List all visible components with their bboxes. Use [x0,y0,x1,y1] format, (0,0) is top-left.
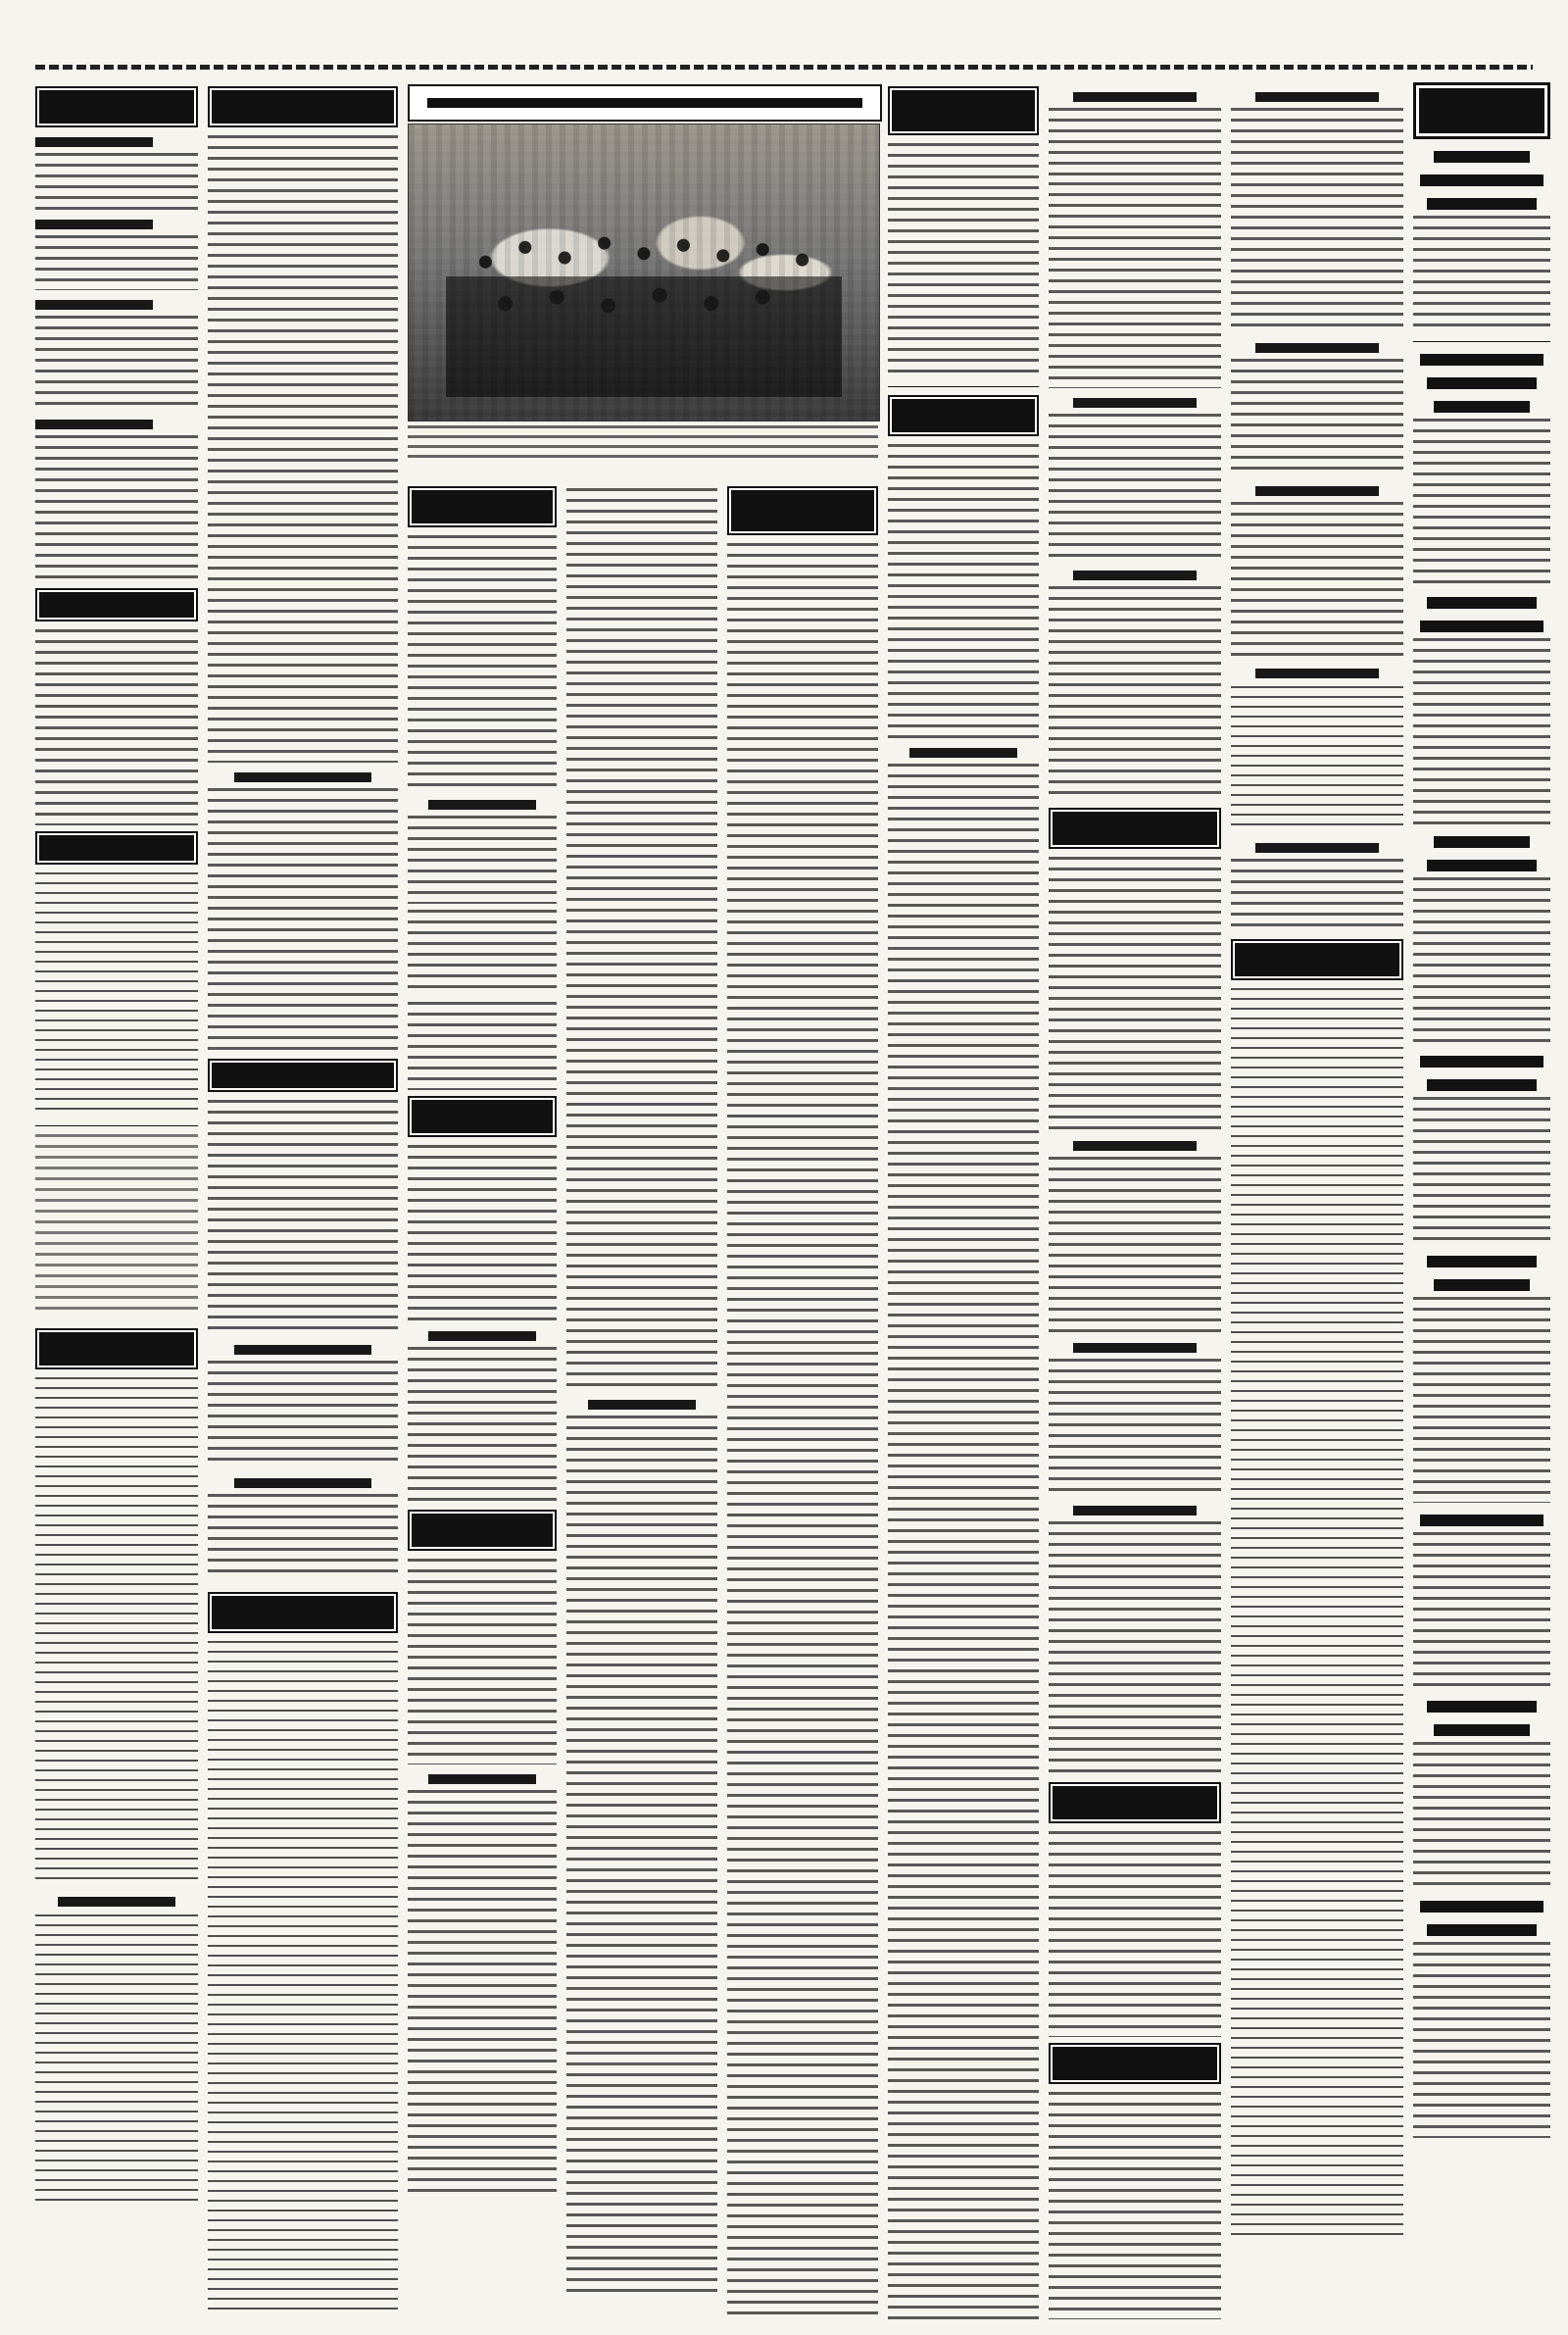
text-block [35,153,198,210]
section-banner [1231,939,1403,980]
subheading [909,748,1018,758]
divider [35,1125,198,1126]
text-block [1049,586,1221,802]
text-block [1413,1297,1550,1503]
subheading [35,137,153,147]
text-block [1049,1359,1221,1496]
headline [1427,377,1537,389]
section-banner [35,588,198,621]
section-banner [35,86,198,127]
photo-space [408,82,557,482]
phone-list [35,872,198,1118]
top-rule [35,65,1533,70]
text-block [566,1416,717,2298]
section-banner [888,86,1039,135]
subheading [35,300,153,310]
subheading [1255,843,1380,853]
section-banner [208,1592,398,1633]
headline [1420,621,1544,632]
text-block [1049,1157,1221,1333]
text-block [1413,1097,1550,1244]
text-block [35,1134,198,1311]
column-5 [727,82,878,2319]
headline [1427,1079,1537,1091]
subheading [1073,571,1198,580]
subheading [234,1345,371,1355]
text-block [35,435,198,582]
text-block [408,1790,557,2192]
text-block [1413,1942,1550,2138]
text-block [1413,419,1550,585]
text-block [208,788,398,1053]
headline [1427,1701,1537,1713]
section-banner [208,86,398,127]
text-block [408,535,557,790]
subheading [58,1897,175,1907]
section-banner [408,1096,557,1137]
subheading [35,420,153,429]
subheading [234,1478,371,1488]
headline [1420,354,1544,366]
photo-space [566,82,717,482]
section-banner [1049,2043,1221,2084]
subheading [428,800,535,810]
subheading [1255,669,1380,678]
text-block [408,816,557,904]
text-block [1049,857,1221,1131]
headline [1420,1056,1544,1068]
subheading [588,1400,697,1410]
text-block [35,235,198,290]
text-block [1049,2092,1221,2319]
section-banner [208,1059,398,1092]
headline [1427,597,1537,609]
headline [1434,1724,1530,1736]
listing-block [35,1914,198,2209]
text-block [1231,359,1403,476]
subheading [1073,92,1198,102]
section-banner [35,831,198,865]
text-block [35,316,198,410]
text-block [1413,1742,1550,1889]
text-block [208,135,398,763]
text-block [1049,1521,1221,1776]
text-block [208,1494,398,1576]
text-block [408,1002,557,1090]
text-block [1413,216,1550,333]
headline [1420,1901,1544,1913]
column-4 [566,82,717,2319]
text-block [1231,502,1403,659]
subheading [1073,1506,1198,1515]
text-block [1413,877,1550,1044]
subheading [234,772,371,782]
column-3 [408,82,557,2319]
section-banner [1049,808,1221,849]
subheading [1073,1343,1198,1353]
subheading [35,220,153,229]
text-block [408,1145,557,1321]
headline [1434,836,1530,848]
listing-block [1231,988,1403,2243]
text-block [1049,1831,1221,2037]
column-7 [1049,82,1221,2319]
text-block [1049,108,1221,176]
headline [1427,198,1537,210]
subheading [1255,92,1380,102]
text-block [208,1100,398,1335]
headline [1427,860,1537,871]
text-block [727,543,878,2319]
section-banner [1049,1782,1221,1823]
column-6 [888,82,1039,2319]
subheading [1073,398,1198,408]
text-block [566,488,717,1390]
text-block [1413,1532,1550,1689]
headline [1434,1279,1530,1291]
text-block [1231,108,1403,333]
text-block [888,764,1039,2319]
text-block [888,444,1039,738]
column-8 [1231,82,1403,2319]
text-block [888,143,1039,378]
text-block [35,629,198,825]
column-9 [1413,82,1550,2319]
headline [1434,151,1530,163]
section-banner [1413,82,1550,139]
headline [1427,1924,1537,1936]
divider [888,386,1039,387]
photo-space [727,82,878,482]
headline [1434,401,1530,413]
section-banner [408,486,557,527]
text-block [1049,414,1221,561]
headline [1427,1256,1537,1267]
text-block [408,1559,557,1764]
text-block [408,1347,557,1504]
section-banner [888,395,1039,436]
listing-block [1231,686,1403,833]
section-banner [727,486,878,535]
text-block [1231,859,1403,933]
text-block [1413,638,1550,824]
divider [1413,341,1550,342]
listing-block [208,1641,398,2317]
listing-block [35,1377,198,1887]
subheading [1255,486,1380,496]
headline [1420,1515,1544,1526]
subheading [428,1331,535,1341]
subheading [428,1774,535,1784]
text-block [408,910,557,996]
section-banner [35,1328,198,1369]
text-block [1049,182,1221,388]
column-2 [208,82,398,2319]
subheading [1073,1141,1198,1151]
text-block [208,1361,398,1468]
headline [1420,174,1544,186]
subheading [1255,343,1380,353]
section-banner [408,1510,557,1551]
column-1 [35,82,198,2319]
